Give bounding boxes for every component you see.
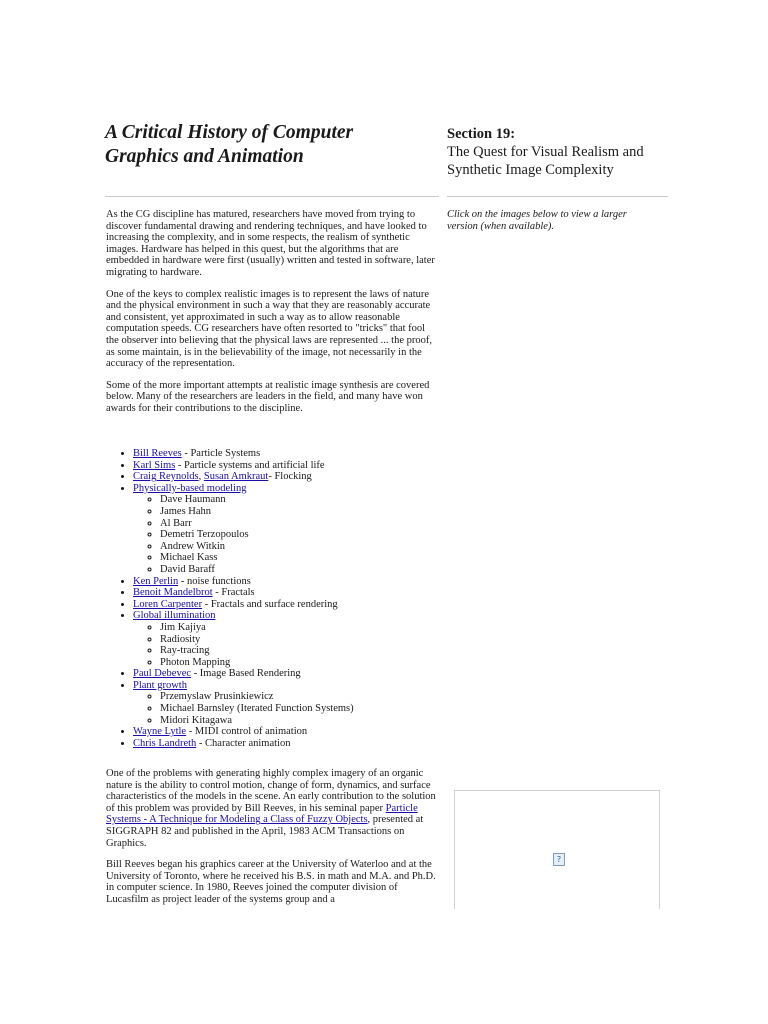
topic-item <box>133 483 446 576</box>
topic-link-loren-carpenter[interactable]: Loren Carpenter <box>133 598 203 610</box>
subtopic-item: ◦ Demetri Terzopoulos <box>160 529 446 541</box>
topic-link-global-illumination[interactable]: Global illumination <box>133 610 216 622</box>
subtopic-item: ◦ Dave Haumann <box>160 494 446 506</box>
subtopic-item: ◦ Andrew Witkin <box>160 541 446 553</box>
right-divider <box>447 196 668 197</box>
intro-paragraph-3: Some of the more important attempts at realistic image synthesis are covered below. Many of the researchers are leaders in the field, and many have won awards for their contributions to the discipline. <box>106 379 430 414</box>
topic-description: - Fractals and surface rendering <box>202 598 338 610</box>
topic-description: - Character animation <box>196 737 291 749</box>
link-separator: , <box>198 471 204 483</box>
paragraph-text: , presented at SIGGRAPH 82 and published in the April, 1983 ACM Transactions on Graphics. <box>106 814 424 849</box>
paragraph-text: One of the problems with generating highly complex imagery of an organic nature is the ability to control motion, change of form, dynamics, and surface characteristics of the models in the scene. An early contribution to the solution of this problem was provided by Bill Reeves, in his seminal paper <box>106 768 436 814</box>
topic-sublist <box>133 494 446 575</box>
left-divider <box>105 196 439 197</box>
paper-link[interactable]: Particle Systems - A Technique for Modeling a Class of Fuzzy Objects <box>106 802 418 826</box>
topic-link-plant-growth[interactable]: Plant growth <box>133 679 187 691</box>
topic-link-karl-sims[interactable]: Karl Sims <box>133 459 176 471</box>
topic-description: - Flocking <box>268 471 312 483</box>
lower-paragraph-1 <box>106 768 440 849</box>
subtopic-item: ◦ Jim Kajiya <box>160 622 446 634</box>
intro-text <box>106 209 438 425</box>
topic-item <box>133 576 446 588</box>
topic-item <box>133 726 446 738</box>
image-frame[interactable] <box>454 790 660 909</box>
subtopic-item: ◦ Przemyslaw Prusinkiewicz <box>160 691 446 703</box>
topic-item <box>133 448 446 460</box>
subtopic-item: ◦ Ray-tracing <box>160 645 446 657</box>
subtopic-item: ◦ James Hahn <box>160 506 446 518</box>
topic-description: - Fractals <box>212 587 255 599</box>
topic-description: - Particle Systems <box>181 448 261 459</box>
subtopic-item: ◦ Radiosity <box>160 634 446 646</box>
particle-systems-text <box>106 768 440 916</box>
subtopic-item: ◦ Photon Mapping <box>160 657 446 669</box>
topic-description: - Image Based Rendering <box>191 668 301 680</box>
topic-link-wayne-lytle[interactable]: Wayne Lytle <box>133 726 187 738</box>
topic-sublist <box>133 691 446 726</box>
intro-paragraph-1: As the CG discipline has matured, researchers have moved from trying to discover fundamental drawing and rendering techniques, and have looked to increasing the complexity, and in some respects, the realism of synthetic images. Hardware has helped in this quest, but the algorithms that are embedded in hardware were first (usually) written and tested in software, later migrating to hardware. <box>106 209 435 278</box>
subtopic-item: ◦ David Baraff <box>160 564 446 576</box>
topic-item <box>133 599 446 611</box>
intro-paragraph-2: One of the keys to complex realistic images is to represent the laws of nature and the physical environment in such a way that they are reasonably accurate and consistent, yet approximated in such a way as to allow reasonable computation speeds. CG researchers have often resorted to "tricks" that fool the observer into believing that the physical laws are represented ... the proof, as some maintain, is in the believability of the image, not necessarily in the accuracy of the representation. <box>106 288 432 370</box>
topic-link-susan-amkraut[interactable]: Susan Amkraut <box>203 471 269 483</box>
topic-item <box>133 460 446 472</box>
topic-item <box>133 668 446 680</box>
topic-link-craig-reynolds[interactable]: Craig Reynolds <box>133 471 199 483</box>
topic-description: - noise functions <box>178 575 251 587</box>
sidebar-note: Click on the images below to view a larger version (when available). <box>447 209 627 232</box>
topic-list <box>106 448 446 749</box>
topic-link-chris-landreth[interactable]: Chris Landreth <box>133 737 197 749</box>
topic-description: - MIDI control of animation <box>186 726 308 738</box>
topic-description: - Particle systems and artificial life <box>175 459 325 471</box>
topic-link-paul-debevec[interactable]: Paul Debevec <box>133 668 192 680</box>
section-title: The Quest for Visual Realism and Synthetic Image Complexity <box>447 144 644 178</box>
topic-item <box>133 680 446 726</box>
subtopic-item: ◦ Michael Kass <box>160 552 446 564</box>
section-number: Section 19: <box>447 126 516 142</box>
topic-link-benoit-mandelbrot[interactable]: Benoit Mandelbrot <box>133 587 213 599</box>
section-heading <box>447 125 687 179</box>
topic-item <box>133 587 446 599</box>
broken-image-icon[interactable]: ? <box>553 853 565 866</box>
subtopic-item: ◦ Michael Barnsley (Iterated Function Systems) <box>160 703 446 715</box>
subtopic-item: ◦ Al Barr <box>160 518 446 530</box>
topic-link-bill-reeves[interactable]: Bill Reeves <box>133 448 182 459</box>
lower-paragraph-2: Bill Reeves began his graphics career at the University of Waterloo and at the University of Toronto, where he received his B.S. in math and M.A. and Ph.D. in computer science. In 1980, Reeves joined the computer division of Lucasfilm as project leader of the systems group and a <box>106 859 436 905</box>
topic-item <box>133 471 446 483</box>
subtopic-item: ◦ Midori Kitagawa <box>160 715 446 727</box>
topic-item <box>133 610 446 668</box>
topic-sublist <box>133 622 446 668</box>
topic-link-physically-based-modeling[interactable]: Physically-based modeling <box>133 482 247 494</box>
page-title: A Critical History of Computer Graphics and Animation <box>105 122 354 167</box>
topic-link-ken-perlin[interactable]: Ken Perlin <box>133 575 179 587</box>
topic-bullets <box>106 448 446 749</box>
topic-item <box>133 738 446 750</box>
